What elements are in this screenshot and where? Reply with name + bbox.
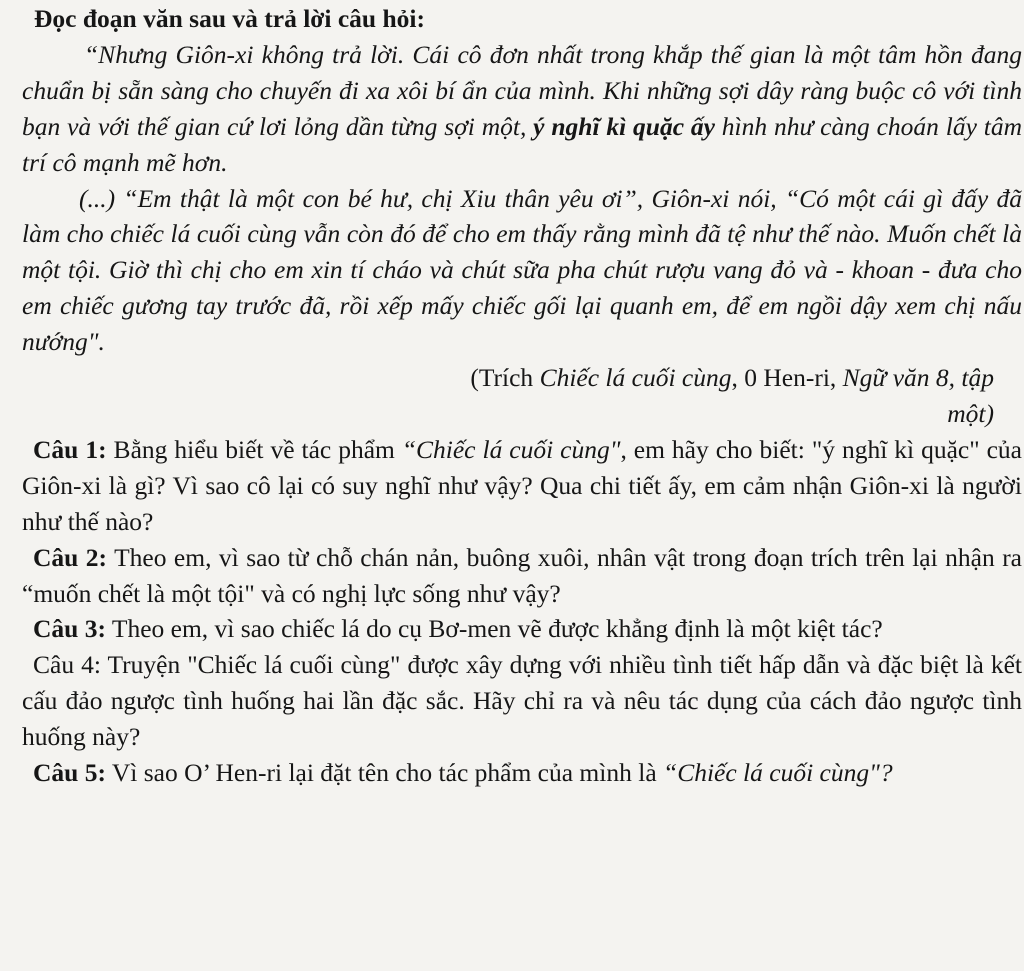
question-4: Câu 4: Truyện "Chiếc lá cuối cùng" được xây dựng với nhiều tình tiết hấp dẫn và đặc biệt là kết cấu đảo ngược tình huống hai lần đặc sắc. Hãy chỉ ra và nêu tác dụng của cách đảo ngược tình huống này? bbox=[22, 650, 1022, 752]
source-citation bbox=[22, 360, 1022, 396]
passage-paragraph-2: (...) “Em thật là một con bé hư, chị Xiu thân yêu ơi”, Giôn-xi nói, “Có một cái gì đấy đã làm cho chiếc lá cuối cùng vẫn còn đó để cho em thấy rằng mình đã tệ như thế nào. Muốn chết là một tội. Giờ thì chị cho em xin tí cháo và chút sữa pha chút rượu vang đỏ và - khoan - đưa cho em chiếc gương tay trước đã, rồi xếp mấy chiếc gối lại quanh em, để em ngồi dậy xem chị nấu nướng". bbox=[22, 183, 1022, 357]
question-5-text: Vì sao O’ Hen-ri lại đặt tên cho tác phẩm của mình là bbox=[105, 758, 664, 788]
source-author: , 0 Hen-ri, bbox=[731, 363, 843, 393]
source-work-title: Chiếc lá cuối cùng bbox=[539, 363, 732, 393]
question-5-label: Câu 5: bbox=[33, 758, 106, 788]
question-5-work-title: “Chiếc lá cuối cùng"? bbox=[663, 758, 893, 788]
question-list bbox=[22, 432, 1022, 791]
passage-p1-end: hình như càng choán lấy tâm trí cô mạnh mẽ hơn. bbox=[22, 111, 1022, 177]
question-2 bbox=[22, 540, 1022, 612]
passage-p1-start: “Nhưng Giôn-xi không trả lời. Cái cô đơn nhất trong khắp thế gian là một tâm hồn đang chuẩn bị sẵn sàng cho chuyến đi xa xôi bí ẩn của mình. Khi những sợi dây ràng buộc cô với tình bạn và với thế gian cứ lơi lỏng dần từng sợi một, bbox=[22, 39, 1022, 141]
reading-passage bbox=[22, 37, 1022, 360]
question-5 bbox=[22, 755, 1022, 791]
question-2-label: Câu 2: bbox=[33, 542, 108, 572]
question-3 bbox=[22, 611, 1022, 647]
source-open: (Trích bbox=[470, 363, 540, 393]
question-1-text-b: , em hãy cho biết: "ý nghĩ kì quặc" của Giôn-xi là gì? Vì sao cô lại có suy nghĩ như vậy? Qua chi tiết ấy, em cảm nhận Giôn-xi là người như thế nào? bbox=[22, 434, 1022, 536]
question-1-text-a: Bằng hiểu biết về tác phẩm bbox=[106, 434, 402, 464]
source-citation-line2: một) bbox=[947, 398, 994, 428]
question-3-text: Theo em, vì sao chiếc lá do cụ Bơ-men vẽ được khẳng định là một kiệt tác? bbox=[105, 614, 883, 644]
passage-p1-emphasis: ý nghĩ kì quặc ấy bbox=[533, 111, 715, 141]
question-2-text: Theo em, vì sao từ chỗ chán nản, buông xuôi, nhân vật trong đoạn trích trên lại nhận ra “muốn chết là một tội" và có nghị lực sống như vậy? bbox=[22, 542, 1023, 608]
question-1 bbox=[22, 432, 1022, 540]
passage-paragraph-1 bbox=[22, 37, 1022, 181]
question-3-label: Câu 3: bbox=[33, 614, 106, 644]
exercise-heading: Đọc đoạn văn sau và trả lời câu hỏi: bbox=[34, 4, 425, 33]
question-1-label: Câu 1: bbox=[33, 434, 107, 464]
source-book: Ngữ văn 8, tập bbox=[842, 363, 994, 393]
question-1-work-title: “Chiếc lá cuối cùng" bbox=[401, 434, 621, 464]
